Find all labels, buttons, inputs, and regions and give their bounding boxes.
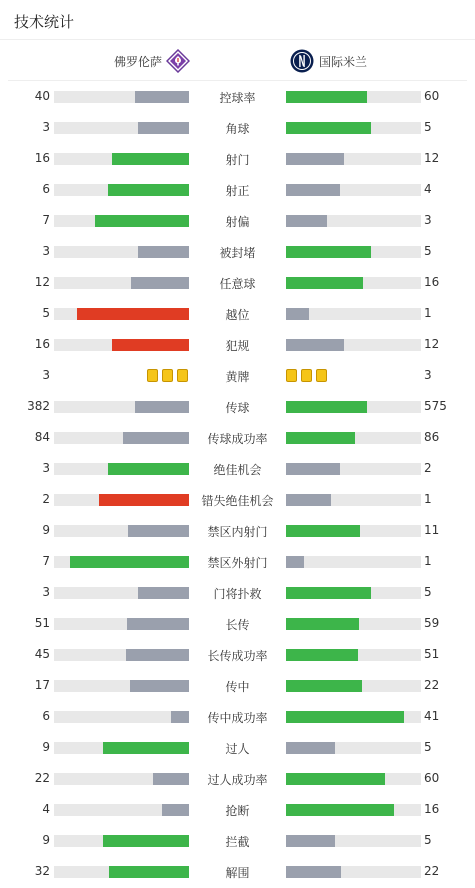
home-bar-track: [54, 525, 189, 537]
away-bar-fill: [286, 587, 371, 599]
away-value: 51: [424, 647, 440, 661]
stat-row: [0, 453, 475, 484]
away-bar-fill: [286, 215, 327, 227]
home-bar-fill: [162, 804, 189, 816]
stat-label: 黄牌: [225, 370, 250, 384]
away-team[interactable]: [290, 49, 367, 73]
home-value: 32: [34, 864, 50, 878]
home-bar-fill: [99, 494, 190, 506]
stat-label: 被封堵: [219, 246, 256, 260]
stat-label: 传球: [225, 401, 250, 415]
away-bar-track: [286, 308, 421, 320]
stat-row: [0, 546, 475, 577]
away-value: 5: [424, 120, 432, 134]
stat-row: [0, 608, 475, 639]
stat-row: [0, 422, 475, 453]
away-value: 16: [424, 802, 440, 816]
home-yellow-cards: [147, 369, 188, 382]
away-bar-fill: [286, 618, 359, 630]
away-bar-track: [286, 401, 421, 413]
yellow-card-icon: [316, 369, 327, 382]
fiorentina-logo-icon: [166, 49, 190, 73]
home-value: 6: [42, 709, 50, 723]
away-bar-track: [286, 835, 421, 847]
home-bar-fill: [108, 463, 189, 475]
home-value: 84: [34, 430, 50, 444]
home-value: 16: [34, 337, 50, 351]
stat-row: [0, 112, 475, 143]
away-value: 60: [424, 771, 440, 785]
away-value: 22: [424, 864, 440, 878]
stat-label: 传球成功率: [207, 432, 268, 446]
home-bar-track: [54, 401, 189, 413]
home-value: 3: [42, 461, 50, 475]
stat-label: 门将扑救: [213, 587, 262, 601]
away-value: 5: [424, 833, 432, 847]
away-bar-fill: [286, 91, 367, 103]
away-bar-fill: [286, 835, 335, 847]
stat-row: [0, 236, 475, 267]
home-bar-track: [54, 122, 189, 134]
home-value: 5: [42, 306, 50, 320]
home-value: 382: [27, 399, 50, 413]
stat-label: 过人成功率: [207, 773, 268, 787]
away-bar-track: [286, 742, 421, 754]
home-bar-track: [54, 649, 189, 661]
away-bar-track: [286, 494, 421, 506]
home-bar-fill: [138, 587, 189, 599]
home-bar-fill: [123, 432, 189, 444]
away-bar-track: [286, 153, 421, 165]
away-bar-track: [286, 215, 421, 227]
away-bar-fill: [286, 680, 362, 692]
home-bar-track: [54, 91, 189, 103]
away-value: 1: [424, 554, 432, 568]
stat-row: [0, 360, 475, 391]
home-bar-track: [54, 866, 189, 878]
stat-row: [0, 515, 475, 546]
stat-label: 过人: [225, 742, 250, 756]
home-bar-fill: [77, 308, 189, 320]
away-bar-fill: [286, 246, 371, 258]
home-value: 3: [42, 120, 50, 134]
home-bar-fill: [70, 556, 189, 568]
stat-label: 禁区外射门: [207, 556, 268, 570]
away-bar-track: [286, 184, 421, 196]
away-bar-fill: [286, 773, 385, 785]
away-bar-fill: [286, 804, 394, 816]
away-bar-fill: [286, 649, 358, 661]
home-team-name: 佛罗伦萨: [113, 54, 162, 69]
stat-label: 射门: [225, 153, 250, 167]
stat-label: 禁区内射门: [207, 525, 268, 539]
away-value: 86: [424, 430, 440, 444]
away-bar-fill: [286, 339, 344, 351]
away-value: 3: [424, 368, 432, 382]
home-bar-track: [54, 153, 189, 165]
home-value: 16: [34, 151, 50, 165]
home-bar-fill: [95, 215, 190, 227]
stat-label: 任意球: [219, 277, 256, 291]
away-bar-fill: [286, 308, 309, 320]
away-value: 1: [424, 306, 432, 320]
away-bar-track: [286, 339, 421, 351]
home-bar-fill: [128, 525, 189, 537]
home-bar-track: [54, 711, 189, 723]
stat-row: [0, 763, 475, 794]
home-bar-fill: [138, 122, 189, 134]
away-bar-fill: [286, 463, 340, 475]
home-bar-track: [54, 587, 189, 599]
home-bar-fill: [126, 649, 189, 661]
away-bar-track: [286, 91, 421, 103]
home-bar-track: [54, 432, 189, 444]
teams-header: [8, 40, 467, 81]
away-value: 60: [424, 89, 440, 103]
away-bar-track: [286, 122, 421, 134]
stat-label: 传中: [225, 680, 250, 694]
home-bar-fill: [153, 773, 190, 785]
away-bar-track: [286, 556, 421, 568]
away-value: 59: [424, 616, 440, 630]
yellow-card-icon: [147, 369, 158, 382]
home-bar-track: [54, 246, 189, 258]
yellow-card-icon: [286, 369, 297, 382]
home-value: 45: [34, 647, 50, 661]
stat-row: [0, 81, 475, 112]
away-bar-fill: [286, 122, 371, 134]
away-bar-track: [286, 525, 421, 537]
away-value: 575: [424, 399, 447, 413]
home-bar-track: [54, 339, 189, 351]
stat-row: [0, 670, 475, 701]
home-bar-track: [54, 277, 189, 289]
away-team-name: 国际米兰: [319, 54, 368, 69]
home-bar-track: [54, 773, 189, 785]
stat-label: 射偏: [225, 215, 250, 229]
home-bar-track: [54, 494, 189, 506]
home-value: 9: [42, 740, 50, 754]
stat-label: 错失绝佳机会: [201, 494, 274, 508]
stat-label: 角球: [225, 122, 250, 136]
yellow-card-icon: [162, 369, 173, 382]
away-value: 3: [424, 213, 432, 227]
stat-row: [0, 577, 475, 608]
home-value: 9: [42, 523, 50, 537]
home-bar-track: [54, 742, 189, 754]
stat-row: [0, 298, 475, 329]
home-value: 3: [42, 244, 50, 258]
away-bar-track: [286, 618, 421, 630]
away-bar-track: [286, 432, 421, 444]
stat-label: 长传: [225, 618, 250, 632]
away-yellow-cards: [286, 369, 327, 382]
home-value: 7: [42, 213, 50, 227]
home-bar-track: [54, 835, 189, 847]
away-value: 1: [424, 492, 432, 506]
away-bar-fill: [286, 432, 355, 444]
away-value: 16: [424, 275, 440, 289]
home-bar-fill: [131, 277, 189, 289]
away-value: 4: [424, 182, 432, 196]
home-bar-track: [54, 463, 189, 475]
stat-label: 绝佳机会: [213, 463, 262, 477]
stat-row: [0, 701, 475, 732]
stat-label: 抢断: [225, 804, 250, 818]
away-bar-track: [286, 463, 421, 475]
home-bar-fill: [103, 742, 189, 754]
stat-row: [0, 143, 475, 174]
stat-row: [0, 639, 475, 670]
away-value: 5: [424, 585, 432, 599]
away-bar-fill: [286, 556, 304, 568]
home-bar-fill: [109, 866, 189, 878]
away-bar-fill: [286, 494, 331, 506]
away-bar-track: [286, 587, 421, 599]
away-bar-track: [286, 711, 421, 723]
home-value: 22: [34, 771, 50, 785]
home-value: 12: [34, 275, 50, 289]
home-value: 4: [42, 802, 50, 816]
home-value: 17: [34, 678, 50, 692]
stats-list: [0, 81, 475, 887]
home-value: 7: [42, 554, 50, 568]
stat-row: [0, 856, 475, 887]
away-value: 22: [424, 678, 440, 692]
home-bar-fill: [171, 711, 189, 723]
away-bar-fill: [286, 277, 363, 289]
away-bar-track: [286, 246, 421, 258]
home-bar-fill: [112, 339, 189, 351]
home-value: 6: [42, 182, 50, 196]
stat-label: 长传成功率: [207, 649, 268, 663]
home-bar-fill: [112, 153, 189, 165]
away-bar-track: [286, 277, 421, 289]
inter-logo-icon: [290, 49, 314, 73]
stat-row: [0, 205, 475, 236]
page-title: 技术统计: [0, 0, 475, 40]
away-bar-fill: [286, 711, 404, 723]
away-value: 5: [424, 244, 432, 258]
stat-label: 拦截: [225, 835, 250, 849]
away-bar-track: [286, 804, 421, 816]
home-value: 9: [42, 833, 50, 847]
home-bar-track: [54, 215, 189, 227]
home-bar-fill: [135, 401, 189, 413]
stat-label: 犯规: [225, 339, 250, 353]
home-bar-track: [54, 308, 189, 320]
stat-row: [0, 267, 475, 298]
home-bar-fill: [127, 618, 189, 630]
home-bar-fill: [135, 91, 189, 103]
away-bar-track: [286, 680, 421, 692]
home-value: 40: [34, 89, 50, 103]
home-bar-track: [54, 680, 189, 692]
away-value: 2: [424, 461, 432, 475]
home-team[interactable]: [114, 49, 190, 73]
away-value: 12: [424, 337, 440, 351]
away-value: 11: [424, 523, 440, 537]
away-bar-track: [286, 649, 421, 661]
away-bar-track: [286, 773, 421, 785]
home-value: 3: [42, 368, 50, 382]
stat-row: [0, 329, 475, 360]
home-bar-fill: [103, 835, 189, 847]
home-bar-fill: [138, 246, 189, 258]
home-bar-fill: [108, 184, 189, 196]
stat-label: 控球率: [219, 91, 256, 105]
home-bar-fill: [130, 680, 189, 692]
stat-row: [0, 391, 475, 422]
stat-row: [0, 794, 475, 825]
home-bar-track: [54, 184, 189, 196]
stat-row: [0, 732, 475, 763]
away-value: 12: [424, 151, 440, 165]
away-bar-fill: [286, 401, 367, 413]
away-value: 5: [424, 740, 432, 754]
home-bar-track: [54, 618, 189, 630]
away-bar-fill: [286, 153, 344, 165]
away-bar-fill: [286, 866, 341, 878]
away-value: 41: [424, 709, 440, 723]
yellow-card-icon: [177, 369, 188, 382]
home-value: 51: [34, 616, 50, 630]
stat-label: 传中成功率: [207, 711, 268, 725]
home-bar-track: [54, 556, 189, 568]
away-bar-fill: [286, 742, 335, 754]
stat-label: 解围: [225, 866, 250, 880]
home-bar-track: [54, 804, 189, 816]
stat-row: [0, 484, 475, 515]
away-bar-fill: [286, 525, 360, 537]
home-value: 2: [42, 492, 50, 506]
away-bar-track: [286, 866, 421, 878]
home-value: 3: [42, 585, 50, 599]
stat-row: [0, 825, 475, 856]
away-bar-fill: [286, 184, 340, 196]
stat-label: 射正: [225, 184, 250, 198]
stat-label: 越位: [225, 308, 250, 322]
stat-row: [0, 174, 475, 205]
yellow-card-icon: [301, 369, 312, 382]
